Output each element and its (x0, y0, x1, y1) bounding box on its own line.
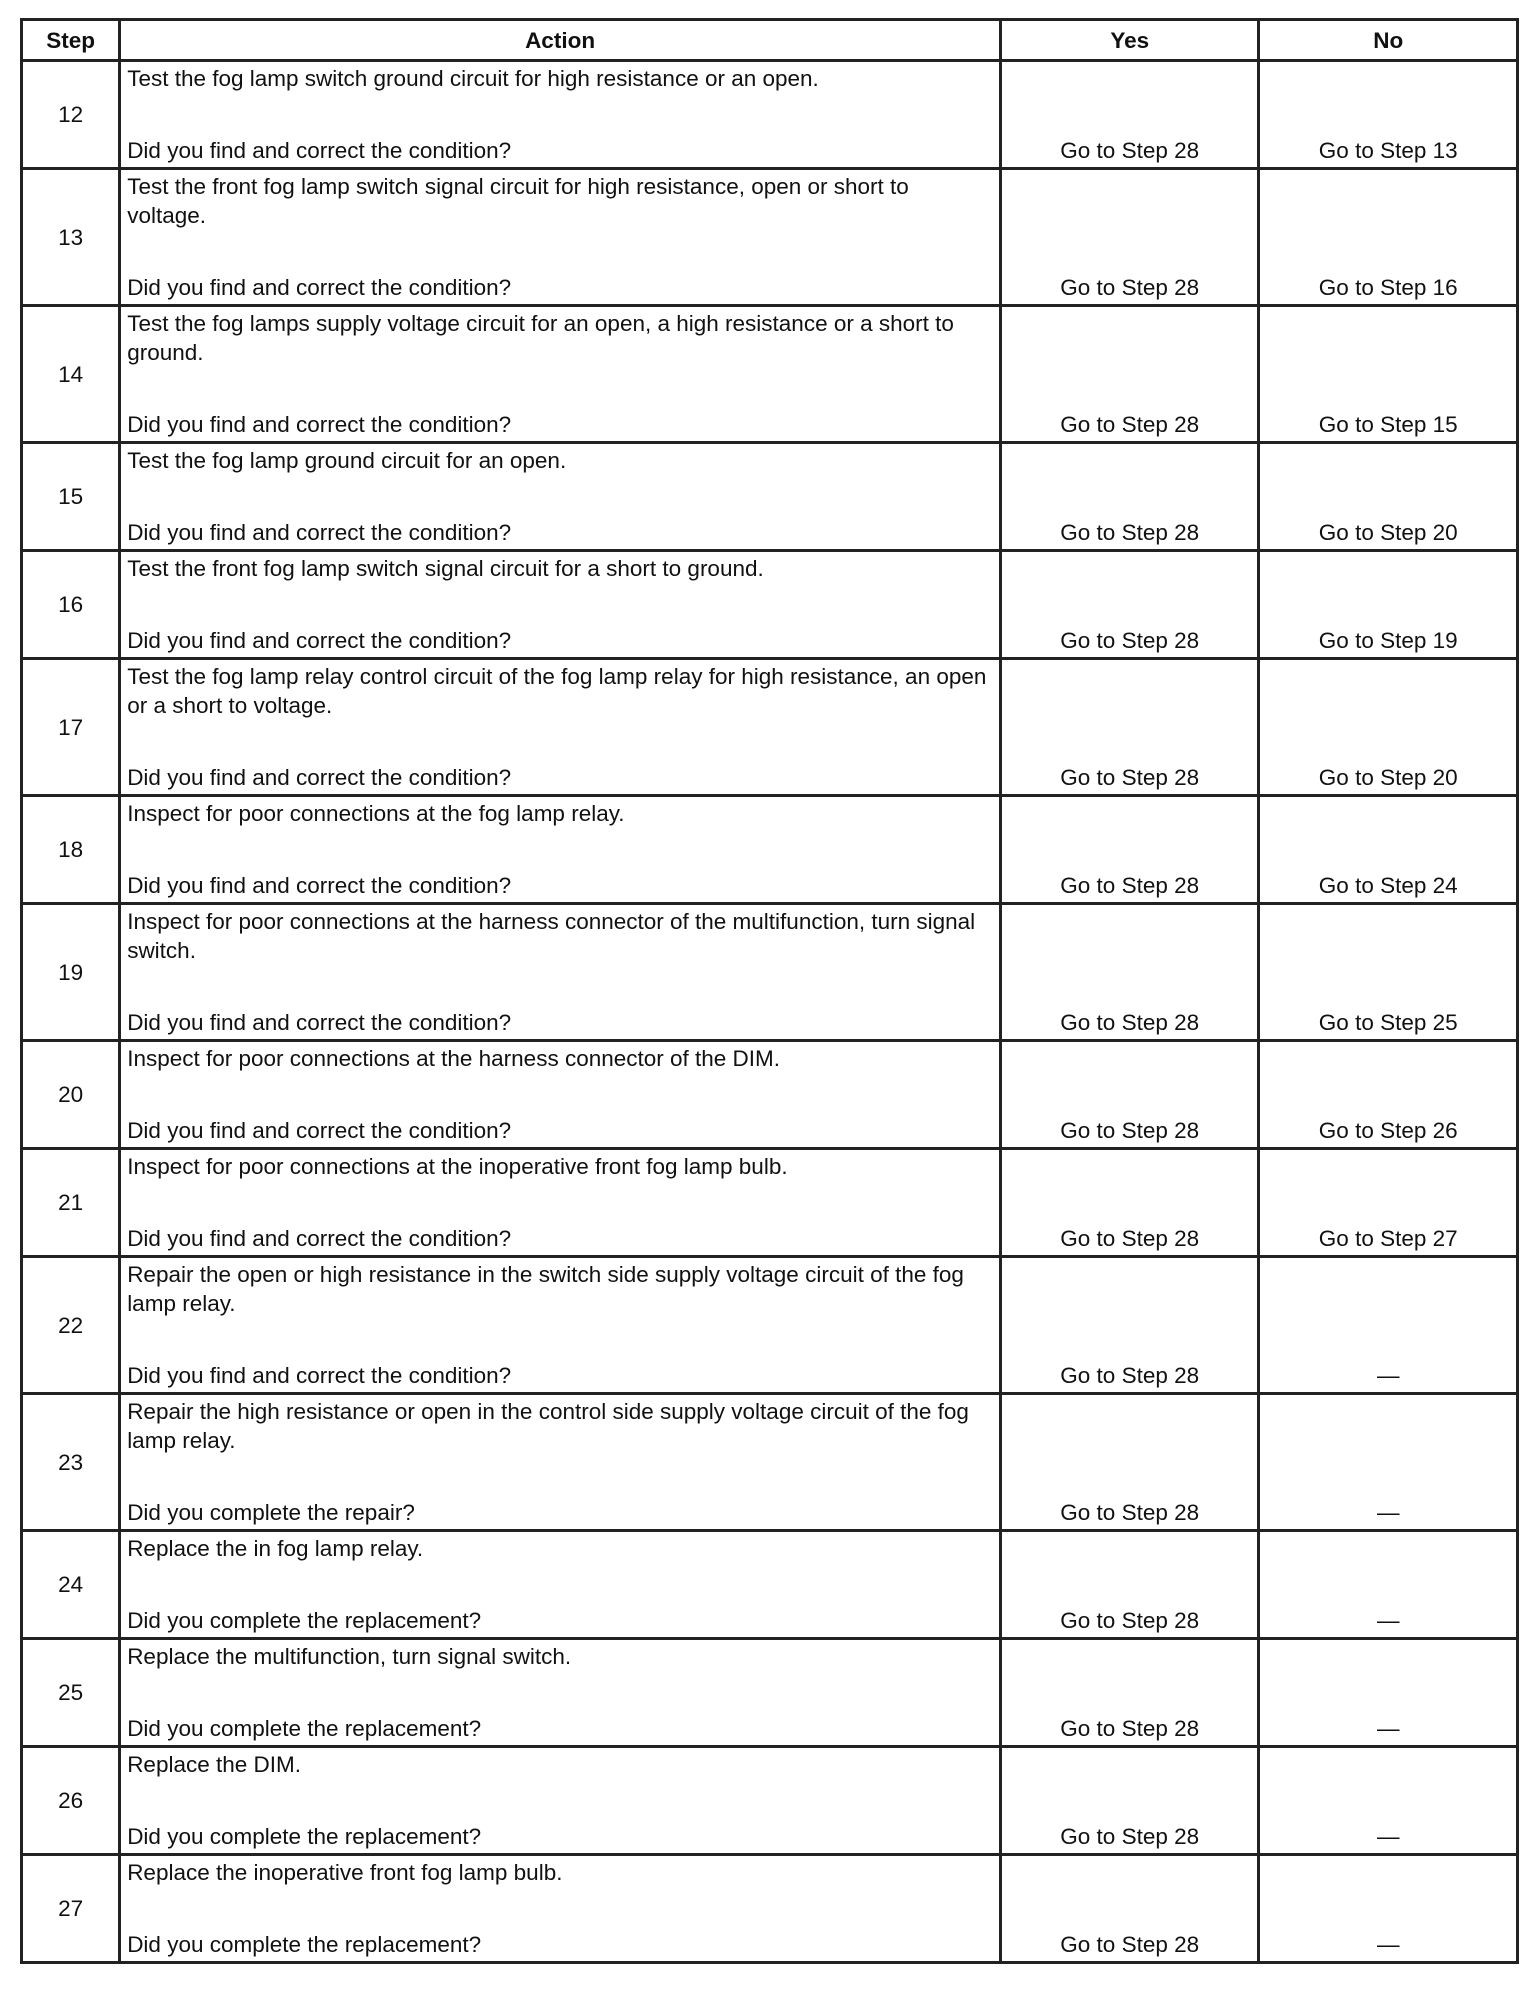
action-question: Did you find and correct the condition? (127, 1010, 512, 1035)
no-result-text: Go to Step 20 (1318, 520, 1458, 545)
action-cell (120, 551, 1001, 659)
table-row (22, 1855, 1518, 1963)
no-result (1259, 1394, 1518, 1531)
no-result-text: Go to Step 20 (1318, 765, 1458, 790)
action-instruction: Inspect for poor connections at the harness connector of the multifunction, turn signal switch. (127, 909, 976, 963)
action-cell (120, 796, 1001, 904)
no-result-text: — (1376, 1716, 1400, 1741)
step-number-text: 25 (58, 1680, 84, 1705)
action-cell (120, 659, 1001, 796)
action-question: Did you find and correct the condition? (127, 1226, 512, 1251)
action-cell (120, 1394, 1001, 1531)
action-cell (120, 306, 1001, 443)
action-question: Did you complete the replacement? (127, 1608, 482, 1633)
action-instruction: Replace the multifunction, turn signal switch. (127, 1644, 572, 1669)
step-number-text: 24 (58, 1572, 84, 1597)
yes-result (1000, 796, 1259, 904)
yes-result (1000, 551, 1259, 659)
no-result-text: — (1376, 1608, 1400, 1633)
action-question: Did you find and correct the condition? (127, 138, 512, 163)
no-result-text: — (1376, 1363, 1400, 1388)
step-number (22, 61, 120, 169)
step-number-text: 26 (58, 1788, 84, 1813)
yes-result-text: Go to Step 28 (1060, 1824, 1200, 1849)
yes-result (1000, 1639, 1259, 1747)
action-instruction: Replace the in fog lamp relay. (127, 1536, 424, 1561)
step-number-text: 13 (58, 224, 84, 250)
table-row (22, 1531, 1518, 1639)
action-question: Did you complete the replacement? (127, 1932, 482, 1957)
step-number-text: 23 (58, 1449, 84, 1475)
step-number (22, 904, 120, 1041)
table-row (22, 1041, 1518, 1149)
action-question: Did you find and correct the condition? (127, 765, 512, 790)
table-row (22, 306, 1518, 443)
no-result (1259, 61, 1518, 169)
action-instruction: Replace the inoperative front fog lamp bulb. (127, 1860, 563, 1885)
table-row (22, 61, 1518, 169)
yes-result (1000, 1041, 1259, 1149)
step-number (22, 1394, 120, 1531)
step-number (22, 796, 120, 904)
no-result-text: Go to Step 15 (1318, 412, 1458, 437)
step-number (22, 306, 120, 443)
table-row (22, 1639, 1518, 1747)
yes-result-text: Go to Step 28 (1060, 138, 1200, 163)
step-number-text: 20 (58, 1082, 84, 1107)
no-result (1259, 443, 1518, 551)
action-cell (120, 169, 1001, 306)
step-number-text: 27 (58, 1896, 84, 1921)
no-result (1259, 1149, 1518, 1257)
action-cell (120, 1747, 1001, 1855)
table-row (22, 169, 1518, 306)
action-cell (120, 904, 1001, 1041)
action-question: Did you find and correct the condition? (127, 412, 512, 437)
step-number (22, 659, 120, 796)
no-result-text: Go to Step 19 (1318, 628, 1458, 653)
header-action: Action (120, 20, 1001, 61)
action-question: Did you find and correct the condition? (127, 1118, 512, 1143)
no-result-text: Go to Step 26 (1318, 1118, 1458, 1143)
step-number (22, 1747, 120, 1855)
table-row (22, 551, 1518, 659)
table-row (22, 1257, 1518, 1394)
action-instruction: Replace the DIM. (127, 1752, 302, 1777)
no-result (1259, 306, 1518, 443)
yes-result-text: Go to Step 28 (1060, 873, 1200, 898)
yes-result (1000, 904, 1259, 1041)
table-row (22, 1149, 1518, 1257)
step-number (22, 1149, 120, 1257)
step-number-text: 14 (58, 361, 84, 387)
step-number (22, 443, 120, 551)
action-instruction: Test the front fog lamp switch signal circuit for a short to ground. (127, 556, 764, 581)
no-result-text: — (1376, 1932, 1400, 1957)
no-result (1259, 169, 1518, 306)
action-instruction: Test the fog lamps supply voltage circuit for an open, a high resistance or a short to ground. (127, 311, 954, 365)
action-cell (120, 1149, 1001, 1257)
action-question: Did you find and correct the condition? (127, 1363, 512, 1388)
action-instruction: Repair the open or high resistance in the switch side supply voltage circuit of the fog lamp relay. (127, 1262, 964, 1316)
action-cell (120, 1855, 1001, 1963)
yes-result (1000, 1149, 1259, 1257)
action-instruction: Inspect for poor connections at the harness connector of the DIM. (127, 1046, 781, 1071)
yes-result (1000, 659, 1259, 796)
no-result (1259, 904, 1518, 1041)
no-result-text: Go to Step 13 (1318, 138, 1458, 163)
no-result-text: Go to Step 27 (1318, 1226, 1458, 1251)
step-number (22, 551, 120, 659)
no-result-text: — (1376, 1500, 1400, 1525)
no-result (1259, 1747, 1518, 1855)
no-result (1259, 1257, 1518, 1394)
action-cell (120, 1257, 1001, 1394)
no-result (1259, 796, 1518, 904)
yes-result-text: Go to Step 28 (1060, 1500, 1200, 1525)
no-result (1259, 1639, 1518, 1747)
step-number (22, 1531, 120, 1639)
step-number-text: 22 (58, 1312, 84, 1338)
step-number (22, 1257, 120, 1394)
action-cell (120, 61, 1001, 169)
action-instruction: Inspect for poor connections at the inoperative front fog lamp bulb. (127, 1154, 788, 1179)
yes-result-text: Go to Step 28 (1060, 1363, 1200, 1388)
action-instruction: Repair the high resistance or open in the control side supply voltage circuit of the fog lamp relay. (127, 1399, 969, 1453)
no-result-text: Go to Step 24 (1318, 873, 1458, 898)
action-cell (120, 1531, 1001, 1639)
action-question: Did you complete the replacement? (127, 1824, 482, 1849)
action-question: Did you find and correct the condition? (127, 873, 512, 898)
step-number-text: 18 (58, 837, 84, 862)
diagnostic-table (20, 18, 1519, 1964)
table-header (22, 20, 1518, 61)
table-row (22, 796, 1518, 904)
yes-result (1000, 1855, 1259, 1963)
table-row (22, 1747, 1518, 1855)
yes-result-text: Go to Step 28 (1060, 1226, 1200, 1251)
yes-result (1000, 1531, 1259, 1639)
step-number-text: 16 (58, 592, 84, 617)
action-question: Did you find and correct the condition? (127, 275, 512, 300)
step-number-text: 12 (58, 102, 84, 127)
yes-result-text: Go to Step 28 (1060, 275, 1200, 300)
step-number-text: 19 (58, 959, 84, 985)
no-result (1259, 551, 1518, 659)
yes-result (1000, 61, 1259, 169)
yes-result-text: Go to Step 28 (1060, 412, 1200, 437)
yes-result-text: Go to Step 28 (1060, 1716, 1200, 1741)
step-number-text: 17 (58, 714, 84, 740)
no-result (1259, 1041, 1518, 1149)
no-result (1259, 1855, 1518, 1963)
step-number (22, 1639, 120, 1747)
step-number-text: 21 (58, 1190, 84, 1215)
yes-result-text: Go to Step 28 (1060, 520, 1200, 545)
yes-result (1000, 1394, 1259, 1531)
header-row (22, 20, 1518, 61)
action-instruction: Test the fog lamp ground circuit for an open. (127, 448, 567, 473)
table-row (22, 443, 1518, 551)
step-number (22, 169, 120, 306)
header-no: No (1259, 20, 1518, 61)
yes-result (1000, 1747, 1259, 1855)
yes-result-text: Go to Step 28 (1060, 1010, 1200, 1035)
table-row (22, 1394, 1518, 1531)
yes-result-text: Go to Step 28 (1060, 1118, 1200, 1143)
no-result (1259, 1531, 1518, 1639)
action-question: Did you complete the replacement? (127, 1716, 482, 1741)
header-yes: Yes (1000, 20, 1259, 61)
yes-result (1000, 1257, 1259, 1394)
yes-result (1000, 443, 1259, 551)
table-row (22, 659, 1518, 796)
step-number (22, 1041, 120, 1149)
action-question: Did you find and correct the condition? (127, 520, 512, 545)
action-cell (120, 1639, 1001, 1747)
action-cell (120, 1041, 1001, 1149)
table-body (22, 61, 1518, 1963)
action-instruction: Inspect for poor connections at the fog lamp relay. (127, 801, 625, 826)
yes-result (1000, 306, 1259, 443)
action-instruction: Test the front fog lamp switch signal circuit for high resistance, open or short to voltage. (127, 174, 909, 228)
yes-result-text: Go to Step 28 (1060, 1608, 1200, 1633)
no-result (1259, 659, 1518, 796)
yes-result (1000, 169, 1259, 306)
table-row (22, 904, 1518, 1041)
header-step: Step (22, 20, 120, 61)
no-result-text: Go to Step 25 (1318, 1010, 1458, 1035)
yes-result-text: Go to Step 28 (1060, 628, 1200, 653)
step-number-text: 15 (58, 484, 84, 509)
action-cell (120, 443, 1001, 551)
yes-result-text: Go to Step 28 (1060, 1932, 1200, 1957)
step-number (22, 1855, 120, 1963)
action-instruction: Test the fog lamp relay control circuit of the fog lamp relay for high resistance, an open or a short to voltage. (127, 664, 987, 718)
no-result-text: — (1376, 1824, 1400, 1849)
action-instruction: Test the fog lamp switch ground circuit for high resistance or an open. (127, 66, 819, 91)
action-question: Did you complete the repair? (127, 1500, 415, 1525)
yes-result-text: Go to Step 28 (1060, 765, 1200, 790)
action-question: Did you find and correct the condition? (127, 628, 512, 653)
no-result-text: Go to Step 16 (1318, 275, 1458, 300)
